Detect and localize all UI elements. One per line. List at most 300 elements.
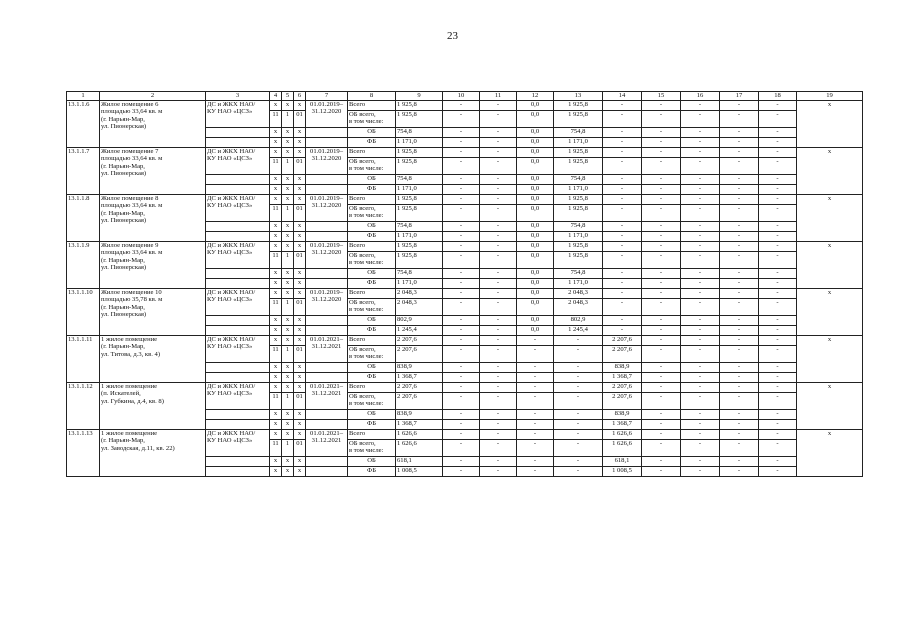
period-line: 01.01.2021– bbox=[310, 430, 343, 437]
value-cell: - bbox=[443, 242, 480, 252]
item-name-line: площадью 33,64 кв. м bbox=[101, 249, 163, 257]
value-cell: - bbox=[681, 457, 720, 467]
value-cell: - bbox=[759, 467, 797, 477]
item-row-total bbox=[67, 101, 863, 111]
value-cell: - bbox=[681, 346, 720, 363]
value-cell: - bbox=[681, 289, 720, 299]
value-cell: - bbox=[759, 175, 797, 185]
total-value: 1 626,6 bbox=[396, 430, 443, 440]
code-cell: x bbox=[294, 316, 306, 326]
source-line: в том числе: bbox=[349, 212, 384, 220]
value-cell: - bbox=[720, 185, 759, 195]
value-cell: 0,0 bbox=[517, 101, 554, 111]
value-cell: - bbox=[443, 299, 480, 316]
code-cell: x bbox=[282, 420, 294, 430]
col19-mark: x bbox=[797, 242, 863, 289]
item-name-line: ул. Пионерская) bbox=[101, 311, 147, 319]
executor-line: КУ НАО «ЦСЗ» bbox=[207, 296, 253, 304]
value-cell: - bbox=[517, 457, 554, 467]
value-cell: - bbox=[681, 138, 720, 148]
value-cell: - bbox=[759, 138, 797, 148]
code-cell: x bbox=[282, 232, 294, 242]
source-label: ФБ bbox=[348, 467, 396, 477]
value-cell: - bbox=[480, 373, 517, 383]
code-cell: x bbox=[270, 363, 282, 373]
value-cell: - bbox=[759, 232, 797, 242]
value-cell: - bbox=[681, 420, 720, 430]
value-cell: - bbox=[554, 346, 603, 363]
value-cell: - bbox=[642, 222, 681, 232]
value-cell: - bbox=[443, 430, 480, 440]
source-line: ОБ всего, bbox=[349, 346, 376, 353]
item-executor bbox=[206, 101, 270, 128]
blank-cell bbox=[306, 420, 348, 430]
value-cell: - bbox=[681, 383, 720, 393]
value-cell: 1 171,0 bbox=[554, 138, 603, 148]
source-label: Всего bbox=[348, 383, 396, 393]
period-line: 31.12.2020 bbox=[311, 249, 342, 257]
code-cell: x bbox=[294, 410, 306, 420]
value-cell: - bbox=[759, 148, 797, 158]
value-cell: - bbox=[642, 148, 681, 158]
item-name-line: ул. Пионерская) bbox=[101, 170, 147, 178]
code-cell: 1 bbox=[282, 393, 294, 410]
code-cell: x bbox=[282, 242, 294, 252]
source-label: ОБ bbox=[348, 410, 396, 420]
blank-cell bbox=[206, 232, 270, 242]
value-cell: - bbox=[603, 148, 642, 158]
code-cell: x bbox=[270, 420, 282, 430]
code-cell: x bbox=[282, 185, 294, 195]
value-cell: 0,0 bbox=[517, 222, 554, 232]
value-cell: - bbox=[554, 393, 603, 410]
code-cell: x bbox=[294, 467, 306, 477]
value-cell: - bbox=[642, 158, 681, 175]
item-period bbox=[306, 195, 348, 222]
value-cell: - bbox=[642, 289, 681, 299]
code-cell: 01 bbox=[294, 346, 306, 363]
item-name-line: (г. Нарьян-Мар, bbox=[101, 437, 145, 445]
value-cell: 754,8 bbox=[554, 222, 603, 232]
item-name-line: (г. Нарьян-Мар, bbox=[101, 256, 145, 264]
value-cell: - bbox=[720, 138, 759, 148]
item-name-line: ул. Пионерская) bbox=[101, 264, 147, 272]
period-line: 01.01.2019– bbox=[310, 101, 343, 108]
item-name bbox=[100, 289, 206, 336]
value-cell: 2 207,6 bbox=[603, 383, 642, 393]
code-cell: x bbox=[270, 128, 282, 138]
value-cell: - bbox=[603, 222, 642, 232]
value-cell: - bbox=[443, 383, 480, 393]
blank-cell bbox=[306, 467, 348, 477]
total-value: 2 207,6 bbox=[396, 393, 443, 410]
source-label: Всего bbox=[348, 101, 396, 111]
value-cell: - bbox=[480, 101, 517, 111]
value-cell: - bbox=[642, 430, 681, 440]
value-cell: 1 925,8 bbox=[554, 205, 603, 222]
value-cell: - bbox=[480, 410, 517, 420]
value-cell: 2 048,3 bbox=[554, 299, 603, 316]
total-value: 2 048,3 bbox=[396, 299, 443, 316]
value-cell: - bbox=[443, 420, 480, 430]
source-label bbox=[348, 158, 396, 175]
blank-cell bbox=[206, 175, 270, 185]
code-cell: 1 bbox=[282, 299, 294, 316]
value-cell: - bbox=[517, 420, 554, 430]
executor-line: КУ НАО «ЦСЗ» bbox=[207, 390, 253, 398]
value-cell: - bbox=[759, 410, 797, 420]
period-line: 01.01.2019– bbox=[310, 242, 343, 249]
column-header: 9 bbox=[396, 92, 443, 101]
value-cell: - bbox=[720, 410, 759, 420]
blank-cell bbox=[306, 363, 348, 373]
value-cell: 1 925,8 bbox=[554, 101, 603, 111]
value-cell: - bbox=[681, 252, 720, 269]
source-label: Всего bbox=[348, 195, 396, 205]
column-header: 2 bbox=[100, 92, 206, 101]
executor-line: ДС и ЖКХ НАО/ bbox=[207, 195, 256, 202]
source-line: ОБ всего, bbox=[349, 252, 376, 259]
executor-line: ДС и ЖКХ НАО/ bbox=[207, 383, 256, 390]
value-cell: - bbox=[642, 410, 681, 420]
code-cell: 1 bbox=[282, 205, 294, 222]
code-cell: 11 bbox=[270, 158, 282, 175]
value-cell: - bbox=[759, 158, 797, 175]
code-cell: x bbox=[270, 336, 282, 346]
source-label: Всего bbox=[348, 289, 396, 299]
code-cell: x bbox=[282, 363, 294, 373]
value-cell: - bbox=[443, 222, 480, 232]
value-cell: 2 207,6 bbox=[603, 346, 642, 363]
item-name-line: 1 жилое помещение bbox=[101, 430, 158, 437]
value-cell: - bbox=[443, 195, 480, 205]
code-cell: x bbox=[294, 242, 306, 252]
source-label: ОБ bbox=[348, 316, 396, 326]
col19-mark: x bbox=[797, 383, 863, 430]
total-value: 1 171,0 bbox=[396, 232, 443, 242]
column-header: 18 bbox=[759, 92, 797, 101]
executor-line: ДС и ЖКХ НАО/ bbox=[207, 242, 256, 249]
executor-line: ДС и ЖКХ НАО/ bbox=[207, 289, 256, 296]
value-cell: 1 171,0 bbox=[554, 279, 603, 289]
value-cell: - bbox=[517, 430, 554, 440]
value-cell: - bbox=[642, 336, 681, 346]
value-cell: - bbox=[642, 279, 681, 289]
value-cell: - bbox=[681, 430, 720, 440]
column-number-row bbox=[67, 92, 863, 101]
value-cell: - bbox=[554, 467, 603, 477]
value-cell: - bbox=[681, 232, 720, 242]
source-label: ОБ bbox=[348, 457, 396, 467]
code-cell: x bbox=[294, 269, 306, 279]
blank-cell bbox=[206, 279, 270, 289]
item-period bbox=[306, 336, 348, 363]
code-cell: x bbox=[282, 326, 294, 336]
item-name-line: (г. Нарьян-Мар, bbox=[101, 343, 145, 351]
executor-line: КУ НАО «ЦСЗ» bbox=[207, 108, 253, 116]
blank-cell bbox=[206, 410, 270, 420]
value-cell: 1 925,8 bbox=[554, 111, 603, 128]
value-cell: 0,0 bbox=[517, 138, 554, 148]
value-cell: - bbox=[681, 148, 720, 158]
item-name-line: площадью 33,64 кв. м bbox=[101, 155, 163, 163]
code-cell: x bbox=[282, 430, 294, 440]
value-cell: - bbox=[642, 175, 681, 185]
code-cell: x bbox=[294, 457, 306, 467]
code-cell: x bbox=[270, 269, 282, 279]
code-cell: x bbox=[282, 101, 294, 111]
code-cell: 11 bbox=[270, 393, 282, 410]
value-cell: - bbox=[759, 336, 797, 346]
item-name-line: Жилое помещение 9 bbox=[101, 242, 159, 249]
item-number: 13.1.1.11 bbox=[67, 336, 100, 383]
value-cell: - bbox=[759, 111, 797, 128]
value-cell: - bbox=[517, 410, 554, 420]
blank-cell bbox=[206, 185, 270, 195]
code-cell: 11 bbox=[270, 111, 282, 128]
col19-mark: x bbox=[797, 101, 863, 148]
value-cell: - bbox=[642, 420, 681, 430]
value-cell: - bbox=[443, 393, 480, 410]
value-cell: - bbox=[681, 373, 720, 383]
value-cell: - bbox=[443, 128, 480, 138]
total-value: 754,8 bbox=[396, 175, 443, 185]
item-row-total bbox=[67, 336, 863, 346]
code-cell: x bbox=[270, 383, 282, 393]
total-value: 754,8 bbox=[396, 222, 443, 232]
value-cell: - bbox=[720, 440, 759, 457]
total-value: 1 925,8 bbox=[396, 111, 443, 128]
blank-cell bbox=[306, 269, 348, 279]
blank-cell bbox=[306, 316, 348, 326]
value-cell: - bbox=[480, 222, 517, 232]
source-line: в том числе: bbox=[349, 353, 384, 361]
value-cell: - bbox=[681, 158, 720, 175]
value-cell: - bbox=[642, 252, 681, 269]
value-cell: - bbox=[480, 175, 517, 185]
item-number: 13.1.1.8 bbox=[67, 195, 100, 242]
value-cell: - bbox=[759, 205, 797, 222]
item-executor bbox=[206, 430, 270, 457]
code-cell: x bbox=[294, 128, 306, 138]
value-cell: - bbox=[642, 457, 681, 467]
value-cell: - bbox=[480, 346, 517, 363]
value-cell: - bbox=[603, 316, 642, 326]
value-cell: - bbox=[443, 138, 480, 148]
value-cell: - bbox=[480, 457, 517, 467]
item-executor bbox=[206, 242, 270, 269]
value-cell: - bbox=[480, 252, 517, 269]
value-cell: 0,0 bbox=[517, 269, 554, 279]
code-cell: 11 bbox=[270, 252, 282, 269]
blank-cell bbox=[206, 373, 270, 383]
period-line: 01.01.2019– bbox=[310, 148, 343, 155]
value-cell: - bbox=[443, 205, 480, 222]
source-line: ОБ всего, bbox=[349, 158, 376, 165]
value-cell: - bbox=[517, 393, 554, 410]
source-line: в том числе: bbox=[349, 400, 384, 408]
code-cell: x bbox=[282, 373, 294, 383]
total-value: 754,8 bbox=[396, 269, 443, 279]
item-name bbox=[100, 101, 206, 148]
value-cell: - bbox=[642, 299, 681, 316]
value-cell: - bbox=[759, 269, 797, 279]
value-cell: 0,0 bbox=[517, 279, 554, 289]
value-cell: - bbox=[720, 467, 759, 477]
item-row-total bbox=[67, 289, 863, 299]
value-cell: - bbox=[517, 383, 554, 393]
code-cell: x bbox=[282, 175, 294, 185]
total-value: 1 626,6 bbox=[396, 440, 443, 457]
blank-cell bbox=[206, 457, 270, 467]
code-cell: x bbox=[270, 316, 282, 326]
value-cell: - bbox=[480, 148, 517, 158]
executor-line: ДС и ЖКХ НАО/ bbox=[207, 336, 256, 343]
value-cell: - bbox=[642, 269, 681, 279]
value-cell: - bbox=[681, 467, 720, 477]
source-label: ОБ bbox=[348, 222, 396, 232]
item-name-line: площадью 33,64 кв. м bbox=[101, 202, 163, 210]
value-cell: - bbox=[603, 128, 642, 138]
value-cell: - bbox=[720, 279, 759, 289]
value-cell: - bbox=[720, 148, 759, 158]
value-cell: - bbox=[443, 289, 480, 299]
value-cell: - bbox=[720, 457, 759, 467]
value-cell: - bbox=[554, 410, 603, 420]
source-label: ФБ bbox=[348, 279, 396, 289]
item-name-line: Жилое помещение 10 bbox=[101, 289, 162, 296]
col19-mark: x bbox=[797, 430, 863, 477]
value-cell: - bbox=[554, 363, 603, 373]
item-row-total bbox=[67, 242, 863, 252]
value-cell: - bbox=[443, 440, 480, 457]
item-executor bbox=[206, 195, 270, 222]
item-name-line: 1 жилое помещение bbox=[101, 383, 158, 390]
value-cell: - bbox=[480, 158, 517, 175]
total-value: 1 368,7 bbox=[396, 373, 443, 383]
code-cell: 11 bbox=[270, 346, 282, 363]
period-line: 31.12.2020 bbox=[311, 108, 342, 116]
item-name-line: ул. Заводская, д.11, кв. 22) bbox=[101, 444, 175, 452]
value-cell: - bbox=[443, 252, 480, 269]
value-cell: - bbox=[480, 128, 517, 138]
period-line: 31.12.2021 bbox=[311, 390, 342, 398]
value-cell: 1 925,8 bbox=[554, 158, 603, 175]
value-cell: - bbox=[759, 299, 797, 316]
value-cell: - bbox=[720, 383, 759, 393]
total-value: 1 925,8 bbox=[396, 195, 443, 205]
code-cell: x bbox=[282, 467, 294, 477]
value-cell: - bbox=[759, 279, 797, 289]
item-period bbox=[306, 289, 348, 316]
value-cell: - bbox=[443, 148, 480, 158]
period-line: 01.01.2021– bbox=[310, 383, 343, 390]
value-cell: - bbox=[443, 457, 480, 467]
value-cell: - bbox=[443, 410, 480, 420]
value-cell: - bbox=[681, 205, 720, 222]
value-cell: - bbox=[443, 346, 480, 363]
value-cell: - bbox=[642, 393, 681, 410]
source-label bbox=[348, 393, 396, 410]
blank-cell bbox=[206, 467, 270, 477]
source-line: ОБ всего, bbox=[349, 299, 376, 306]
blank-cell bbox=[306, 373, 348, 383]
value-cell: 1 008,5 bbox=[603, 467, 642, 477]
source-label: ФБ bbox=[348, 138, 396, 148]
total-value: 2 207,6 bbox=[396, 336, 443, 346]
value-cell: - bbox=[720, 316, 759, 326]
source-line: ОБ всего, bbox=[349, 205, 376, 212]
value-cell: - bbox=[720, 175, 759, 185]
item-number: 13.1.1.6 bbox=[67, 101, 100, 148]
value-cell: - bbox=[759, 383, 797, 393]
column-header: 11 bbox=[480, 92, 517, 101]
value-cell: 802,9 bbox=[554, 316, 603, 326]
item-number: 13.1.1.12 bbox=[67, 383, 100, 430]
item-name-line: 1 жилое помещение bbox=[101, 336, 158, 343]
value-cell: 0,0 bbox=[517, 148, 554, 158]
code-cell: x bbox=[294, 138, 306, 148]
code-cell: 01 bbox=[294, 299, 306, 316]
value-cell: - bbox=[759, 222, 797, 232]
value-cell: - bbox=[480, 420, 517, 430]
item-name-line: (г. Нарьян-Мар, bbox=[101, 162, 145, 170]
code-cell: 01 bbox=[294, 111, 306, 128]
source-label: ФБ bbox=[348, 420, 396, 430]
code-cell: x bbox=[282, 138, 294, 148]
value-cell: 2 048,3 bbox=[554, 289, 603, 299]
item-executor bbox=[206, 383, 270, 410]
source-label: ОБ bbox=[348, 269, 396, 279]
value-cell: - bbox=[681, 336, 720, 346]
blank-cell bbox=[306, 138, 348, 148]
period-line: 31.12.2020 bbox=[311, 202, 342, 210]
value-cell: - bbox=[517, 440, 554, 457]
value-cell: - bbox=[603, 326, 642, 336]
item-period bbox=[306, 430, 348, 457]
value-cell: - bbox=[759, 195, 797, 205]
blank-cell bbox=[306, 232, 348, 242]
source-line: в том числе: bbox=[349, 165, 384, 173]
code-cell: x bbox=[270, 148, 282, 158]
code-cell: x bbox=[270, 138, 282, 148]
column-header: 17 bbox=[720, 92, 759, 101]
source-label: ОБ bbox=[348, 175, 396, 185]
value-cell: - bbox=[642, 383, 681, 393]
value-cell: - bbox=[480, 316, 517, 326]
value-cell: - bbox=[720, 111, 759, 128]
code-cell: x bbox=[270, 232, 282, 242]
code-cell: x bbox=[270, 430, 282, 440]
item-number: 13.1.1.13 bbox=[67, 430, 100, 477]
value-cell: - bbox=[603, 252, 642, 269]
item-number: 13.1.1.7 bbox=[67, 148, 100, 195]
item-name-line: (г. Нарьян-Мар, bbox=[101, 209, 145, 217]
value-cell: - bbox=[759, 326, 797, 336]
code-cell: x bbox=[282, 279, 294, 289]
code-cell: x bbox=[270, 195, 282, 205]
value-cell: - bbox=[642, 101, 681, 111]
total-value: 1 245,4 bbox=[396, 326, 443, 336]
value-cell: - bbox=[720, 205, 759, 222]
source-label bbox=[348, 205, 396, 222]
period-line: 31.12.2020 bbox=[311, 296, 342, 304]
value-cell: - bbox=[720, 299, 759, 316]
value-cell: - bbox=[642, 326, 681, 336]
code-cell: x bbox=[270, 467, 282, 477]
column-header: 5 bbox=[282, 92, 294, 101]
period-line: 01.01.2019– bbox=[310, 289, 343, 296]
